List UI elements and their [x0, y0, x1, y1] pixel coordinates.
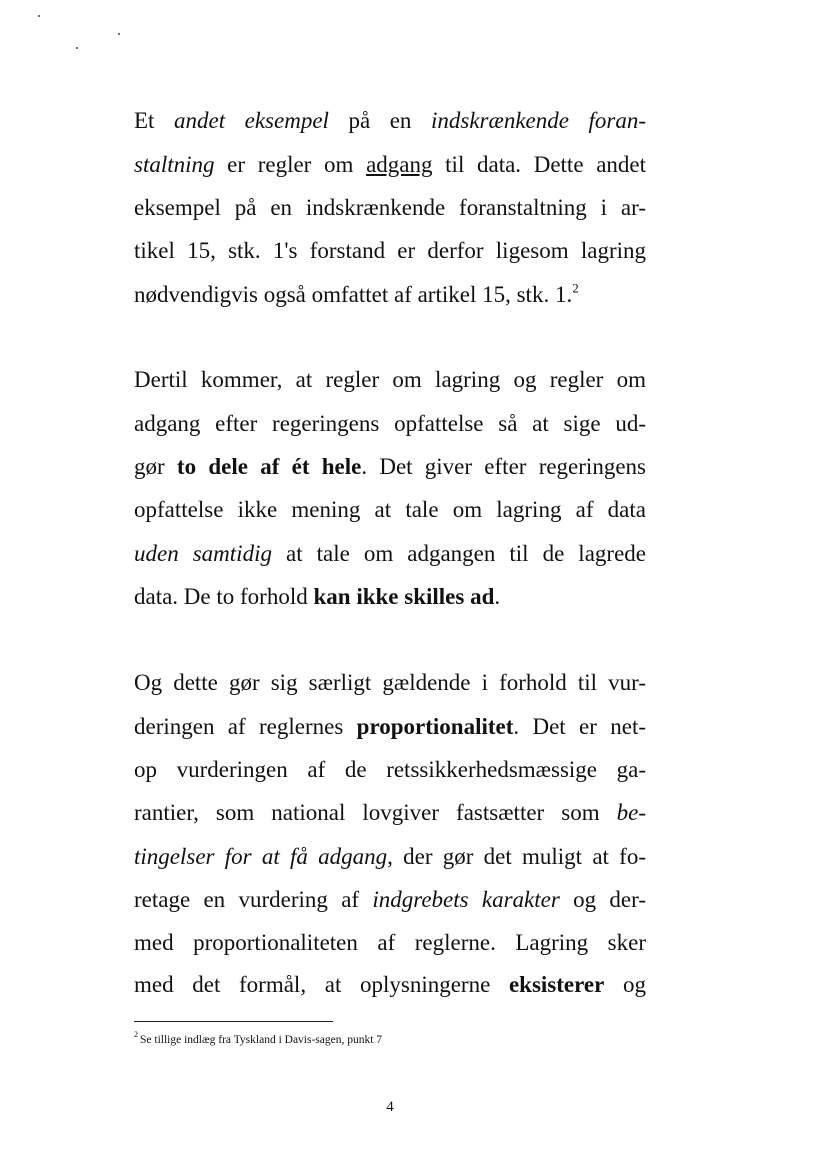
text-run: til data. Dette andet: [432, 152, 647, 177]
paragraph-2-line-1: Dertil kommer, at regler om lagring og regler om: [134, 367, 646, 392]
paragraph-1-line-4: tikel 15, stk. 1's forstand er derfor ligesom lagring: [134, 238, 646, 263]
emphasis-text: be-: [616, 800, 646, 825]
footnote: [134, 1032, 382, 1048]
paragraph-3-line-2: [134, 705, 646, 749]
scan-speck: [76, 47, 78, 49]
footnote-text: Se tillige indlæg fra Tyskland i Davis-sagen, punkt 7: [140, 1034, 383, 1046]
scan-speck: [118, 33, 120, 35]
paragraph-3-line-1: Og dette gør sig særligt gældende i forhold til vur-: [134, 670, 646, 695]
text-run: og der-: [559, 887, 646, 912]
paragraph-1-line-5: [134, 273, 646, 317]
paragraph-1-line-2: [134, 143, 646, 187]
text-run: med det formål, at oplysningerne: [134, 972, 509, 997]
text-run: , der gør det muligt at fo-: [387, 844, 646, 869]
text-run: retage en vurdering af: [134, 887, 373, 912]
paragraph-2-line-4: opfattelse ikke mening at tale om lagring af data: [134, 497, 646, 522]
paragraph-3-line-6: [134, 878, 646, 922]
paragraph-2-line-3: [134, 445, 646, 489]
bold-text: proportionalitet: [356, 714, 514, 739]
emphasis-text: indgrebets karakter: [372, 887, 560, 912]
underlined-text: adgang: [366, 152, 433, 177]
paragraph-3-line-5: [134, 835, 646, 879]
paragraph-3-line-7: med proportionaliteten af reglerne. Lagring sker: [134, 930, 646, 955]
paragraph-3-line-3: op vurderingen af de retssikkerhedsmæssige ga-: [134, 757, 646, 782]
text-run: . Det giver efter regeringens: [361, 454, 646, 479]
footnote-number: 2: [134, 1030, 138, 1040]
emphasis-text: indskrænkende foran-: [430, 108, 646, 133]
text-run: deringen af reglernes: [134, 714, 357, 739]
emphasis-text: uden samtidig: [134, 541, 272, 566]
paragraph-1-line-3: eksempel på en indskrænkende foranstaltning i ar-: [134, 195, 646, 220]
paragraph-2-line-2: adgang efter regeringens opfattelse så at sige ud-: [134, 411, 646, 436]
emphasis-text: staltning: [134, 152, 215, 177]
text-run: på en: [328, 108, 431, 133]
page-number: 4: [386, 1099, 394, 1115]
paragraph-3-line-8: [134, 963, 646, 1007]
bold-text: kan ikke skilles ad: [313, 584, 495, 609]
paragraph-2-line-6: [134, 575, 646, 619]
bold-text: eksisterer: [508, 972, 605, 997]
text-run: Et: [134, 108, 174, 133]
text-run: at tale om adgangen til de lagrede: [271, 541, 646, 566]
emphasis-text: tingelser for at få adgang: [134, 844, 388, 869]
emphasis-text: andet eksempel: [173, 108, 329, 133]
text-run: nødvendigvis også omfattet af artikel 15, stk. 1.: [134, 282, 573, 307]
text-run: er regler om: [214, 152, 367, 177]
text-run: og: [604, 972, 647, 997]
text-run: gør: [134, 454, 177, 479]
bold-text: to dele af ét hele: [176, 454, 362, 479]
text-run: .: [494, 584, 501, 609]
scan-speck: [38, 15, 40, 17]
footnote-reference[interactable]: 2: [572, 280, 579, 296]
text-run: rantier, som national lovgiver fastsætter som: [134, 800, 617, 825]
paragraph-3-line-4: [134, 791, 646, 835]
paragraph-1-line-1: [134, 99, 646, 143]
footnote-separator: [134, 1021, 333, 1022]
paragraph-2-line-5: [134, 532, 646, 576]
text-run: . Det er net-: [513, 714, 646, 739]
text-run: data. De to forhold: [134, 584, 314, 609]
